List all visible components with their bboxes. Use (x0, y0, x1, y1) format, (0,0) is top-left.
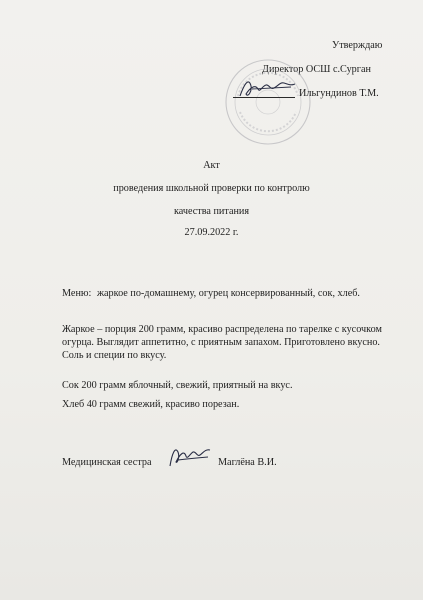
director-name: Ильгундинов Т.М. (299, 88, 379, 99)
approval-heading: Утверждаю (332, 40, 383, 51)
finding-bread: Хлеб 40 грамм свежий, красиво порезан. (62, 399, 240, 410)
finding-main-dish-line2: огурца. Выглядит аппетитно, с приятным запахом. Приготовлено вкусно. (62, 337, 380, 348)
director-title: Директор ОСШ с.Сурган (262, 64, 371, 75)
finding-main-dish-line3: Соль и специи по вкусу. (62, 350, 167, 361)
doc-title: Акт (203, 160, 220, 171)
menu-text: жаркое по-домашнему, огурец консервированный, сок, хлеб. (97, 288, 360, 299)
nurse-name: Маглёна В.И. (218, 457, 277, 468)
director-signature (236, 74, 298, 102)
doc-date: 27.09.2022 г. (184, 227, 239, 238)
seal-stamp (222, 56, 314, 148)
finding-main-dish-line1: Жаркое – порция 200 грамм, красиво распределена по тарелке с кусочком (62, 324, 382, 335)
finding-main-dish (62, 323, 382, 362)
menu-label: Меню: (62, 288, 92, 299)
finding-juice: Сок 200 грамм яблочный, свежий, приятный на вкус. (62, 380, 293, 391)
nurse-signature (166, 442, 214, 472)
nurse-role: Медицинская сестра (62, 457, 152, 468)
doc-subtitle-line1: проведения школьной проверки по контролю (113, 183, 310, 194)
doc-subtitle-line2: качества питания (173, 206, 250, 217)
